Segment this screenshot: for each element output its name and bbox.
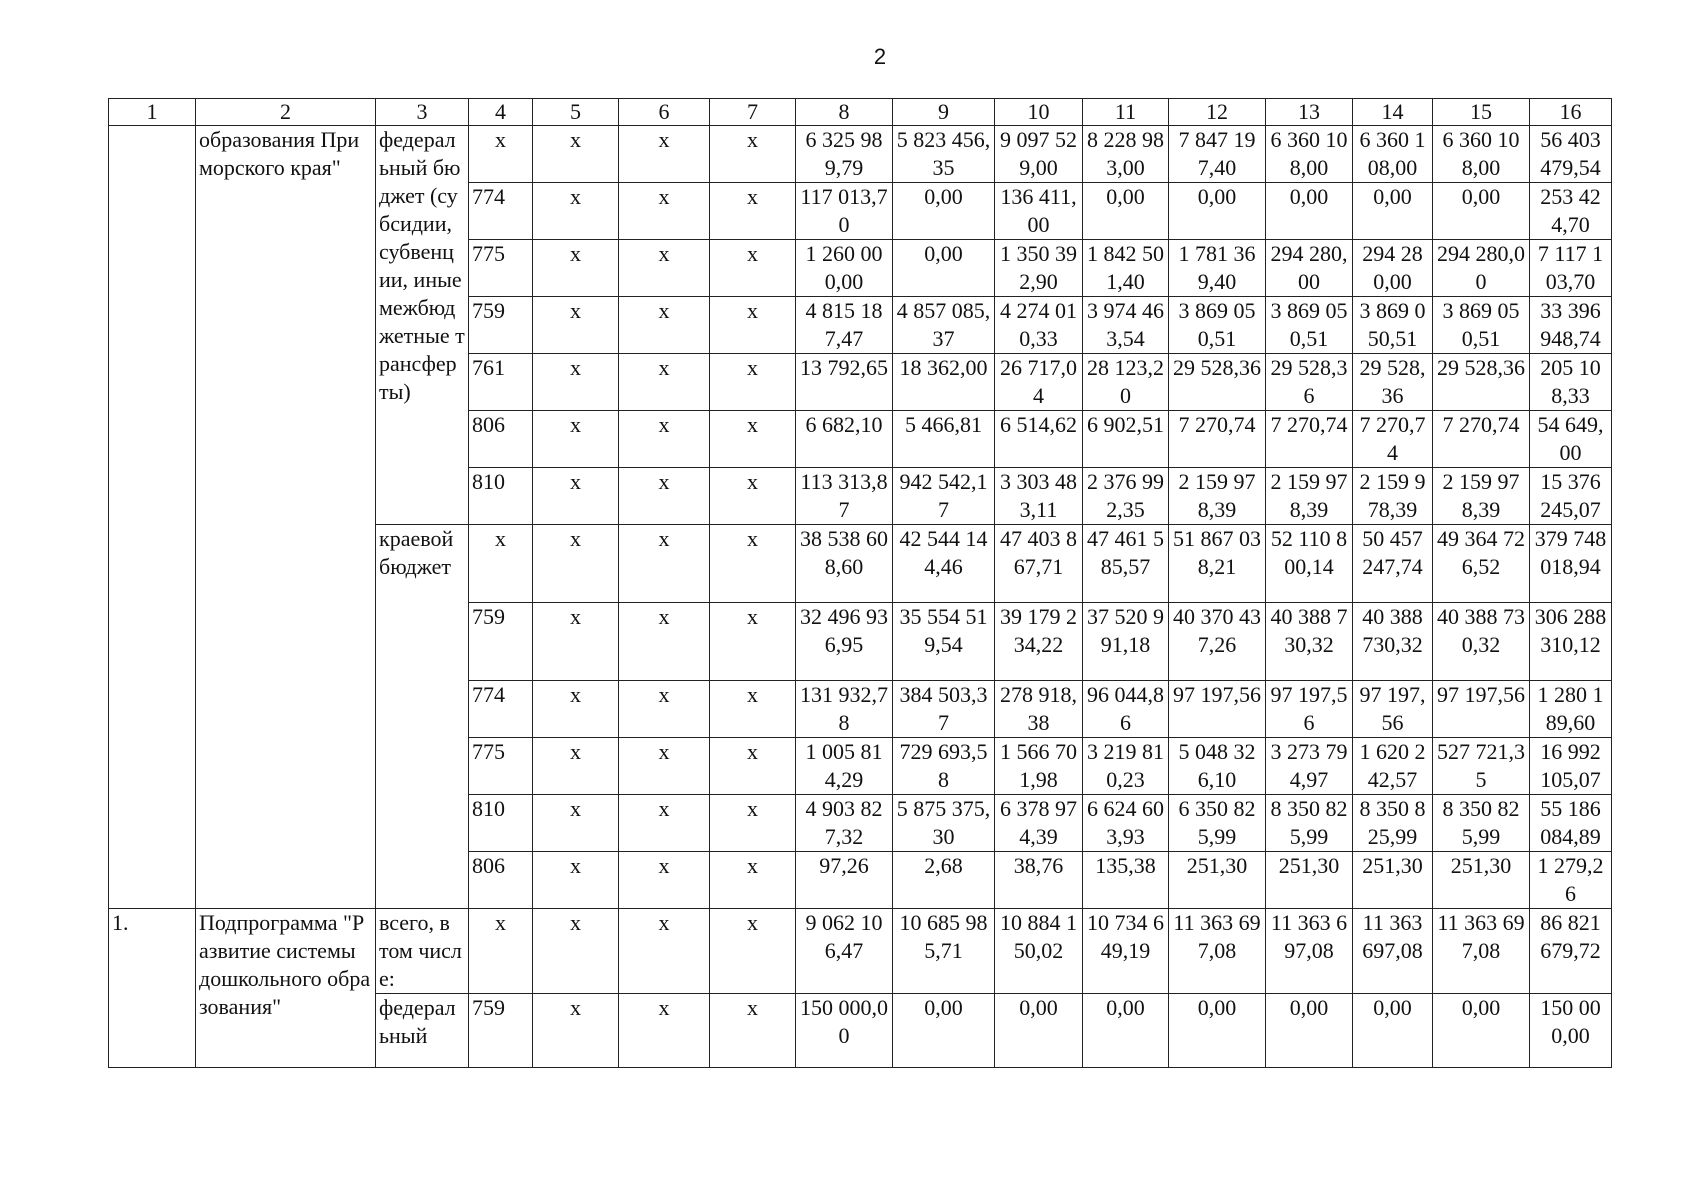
cell-value: 6 514,62	[995, 411, 1083, 468]
cell-marker: x	[619, 994, 710, 1068]
cell-value: 3 869 050,51	[1353, 297, 1433, 354]
cell-value: 37 520 991,18	[1083, 603, 1169, 681]
cell-value: 1 842 501,40	[1083, 240, 1169, 297]
cell-marker: x	[619, 909, 710, 994]
cell-marker: x	[710, 738, 796, 795]
cell-value: 4 857 085,37	[893, 297, 995, 354]
table-body	[109, 126, 1612, 1068]
cell-marker: x	[710, 411, 796, 468]
cell-value: 0,00	[995, 994, 1083, 1068]
cell-value: 1 350 392,90	[995, 240, 1083, 297]
table-row	[109, 126, 1612, 183]
cell-value: 6 378 974,39	[995, 795, 1083, 852]
cell-value: 253 424,70	[1530, 183, 1612, 240]
cell-value: 117 013,70	[796, 183, 893, 240]
cell-value: 40 370 437,26	[1169, 603, 1266, 681]
cell-value: 47 403 867,71	[995, 525, 1083, 603]
cell-value: 527 721,35	[1433, 738, 1530, 795]
cell-value: 5 466,81	[893, 411, 995, 468]
cell-value: 86 821 679,72	[1530, 909, 1612, 994]
cell-value: 2 159 978,39	[1266, 468, 1353, 525]
cell-value: 150 000,00	[1530, 994, 1612, 1068]
cell-marker: x	[710, 852, 796, 909]
cell-value: 9 097 529,00	[995, 126, 1083, 183]
cell-marker: x	[533, 681, 619, 738]
cell-marker: x	[710, 183, 796, 240]
cell-value: 0,00	[1433, 183, 1530, 240]
cell-value: 5 823 456,35	[893, 126, 995, 183]
cell-value: 3 869 050,51	[1266, 297, 1353, 354]
cell-marker: x	[619, 411, 710, 468]
cell-value: 0,00	[893, 183, 995, 240]
cell-value: 39 179 234,22	[995, 603, 1083, 681]
cell-value: 251,30	[1169, 852, 1266, 909]
cell-value: 32 496 936,95	[796, 603, 893, 681]
cell-value: 0,00	[893, 240, 995, 297]
cell-code: x	[469, 909, 533, 994]
cell-value: 942 542,17	[893, 468, 995, 525]
cell-value: 10 685 985,71	[893, 909, 995, 994]
cell-value: 278 918,38	[995, 681, 1083, 738]
cell-value: 306 288 310,12	[1530, 603, 1612, 681]
cell-value: 15 376 245,07	[1530, 468, 1612, 525]
cell-value: 0,00	[1083, 994, 1169, 1068]
cell-value: 729 693,58	[893, 738, 995, 795]
cell-code: 775	[469, 738, 533, 795]
cell-marker: x	[533, 411, 619, 468]
cell-marker: x	[533, 909, 619, 994]
header-cell: 7	[710, 99, 796, 126]
cell-value: 9 062 106,47	[796, 909, 893, 994]
cell-value: 6 360 108,00	[1266, 126, 1353, 183]
header-cell: 2	[196, 99, 376, 126]
cell-marker: x	[710, 297, 796, 354]
cell-marker: x	[619, 240, 710, 297]
cell-value: 11 363 697,08	[1433, 909, 1530, 994]
cell-marker: x	[533, 468, 619, 525]
cell-value: 2,68	[893, 852, 995, 909]
cell-code: 806	[469, 411, 533, 468]
cell-code: 761	[469, 354, 533, 411]
cell-source: всего, в том числе:	[376, 909, 469, 994]
cell-marker: x	[533, 525, 619, 603]
cell-marker: x	[710, 126, 796, 183]
cell-marker: x	[533, 852, 619, 909]
cell-value: 135,38	[1083, 852, 1169, 909]
cell-value: 97 197,56	[1169, 681, 1266, 738]
cell-value: 5 048 326,10	[1169, 738, 1266, 795]
cell-value: 8 350 825,99	[1353, 795, 1433, 852]
cell-marker: x	[710, 354, 796, 411]
cell-marker: x	[619, 738, 710, 795]
cell-marker: x	[533, 183, 619, 240]
header-cell: 5	[533, 99, 619, 126]
cell-value: 0,00	[1353, 994, 1433, 1068]
cell-marker: x	[533, 603, 619, 681]
cell-value: 131 932,78	[796, 681, 893, 738]
cell-value: 113 313,87	[796, 468, 893, 525]
cell-marker: x	[533, 240, 619, 297]
cell-value: 294 280,00	[1353, 240, 1433, 297]
cell-value: 7 117 103,70	[1530, 240, 1612, 297]
header-cell: 8	[796, 99, 893, 126]
cell-value: 3 273 794,97	[1266, 738, 1353, 795]
cell-marker: x	[710, 681, 796, 738]
cell-value: 18 362,00	[893, 354, 995, 411]
cell-marker: x	[710, 240, 796, 297]
cell-marker: x	[619, 525, 710, 603]
cell-value: 384 503,37	[893, 681, 995, 738]
cell-value: 97 197,56	[1266, 681, 1353, 738]
cell-value: 56 403 479,54	[1530, 126, 1612, 183]
cell-value: 1 260 000,00	[796, 240, 893, 297]
cell-value: 50 457 247,74	[1353, 525, 1433, 603]
cell-value: 150 000,00	[796, 994, 893, 1068]
cell-value: 3 869 050,51	[1169, 297, 1266, 354]
cell-value: 136 411,00	[995, 183, 1083, 240]
cell-code: 810	[469, 468, 533, 525]
cell-value: 2 159 978,39	[1433, 468, 1530, 525]
cell-value: 4 274 010,33	[995, 297, 1083, 354]
cell-marker: x	[710, 994, 796, 1068]
cell-value: 11 363 697,08	[1169, 909, 1266, 994]
cell-marker: x	[710, 795, 796, 852]
cell-value: 1 566 701,98	[995, 738, 1083, 795]
cell-code: x	[469, 126, 533, 183]
cell-marker: x	[619, 795, 710, 852]
header-cell: 14	[1353, 99, 1433, 126]
header-cell: 15	[1433, 99, 1530, 126]
cell-marker: x	[710, 909, 796, 994]
cell-value: 8 350 825,99	[1433, 795, 1530, 852]
cell-value: 5 875 375,30	[893, 795, 995, 852]
table-row	[109, 909, 1612, 994]
cell-marker: x	[619, 183, 710, 240]
cell-value: 1 280 189,60	[1530, 681, 1612, 738]
cell-value: 97 197,56	[1353, 681, 1433, 738]
header-cell: 9	[893, 99, 995, 126]
cell-value: 7 270,74	[1169, 411, 1266, 468]
cell-value: 13 792,65	[796, 354, 893, 411]
cell-value: 7 270,74	[1433, 411, 1530, 468]
cell-value: 6 902,51	[1083, 411, 1169, 468]
cell-marker: x	[533, 354, 619, 411]
cell-value: 42 544 144,46	[893, 525, 995, 603]
cell-value: 8 350 825,99	[1266, 795, 1353, 852]
cell-value: 6 360 108,00	[1353, 126, 1433, 183]
cell-value: 0,00	[1433, 994, 1530, 1068]
header-cell: 1	[109, 99, 196, 126]
cell-value: 0,00	[1083, 183, 1169, 240]
cell-value: 6 325 989,79	[796, 126, 893, 183]
cell-value: 251,30	[1433, 852, 1530, 909]
cell-value: 38 538 608,60	[796, 525, 893, 603]
cell-value: 251,30	[1266, 852, 1353, 909]
cell-value: 40 388 730,32	[1266, 603, 1353, 681]
cell-value: 97 197,56	[1433, 681, 1530, 738]
cell-source: федеральный	[376, 994, 469, 1068]
cell-marker: x	[619, 354, 710, 411]
header-cell: 10	[995, 99, 1083, 126]
cell-value: 251,30	[1353, 852, 1433, 909]
cell-value: 6 682,10	[796, 411, 893, 468]
cell-value: 6 360 108,00	[1433, 126, 1530, 183]
cell-value: 29 528,36	[1169, 354, 1266, 411]
cell-value: 0,00	[1353, 183, 1433, 240]
cell-value: 35 554 519,54	[893, 603, 995, 681]
page-number: 2	[873, 44, 887, 69]
cell-value: 8 228 983,00	[1083, 126, 1169, 183]
cell-value: 7 270,74	[1266, 411, 1353, 468]
cell-marker: x	[533, 795, 619, 852]
cell-value: 10 734 649,19	[1083, 909, 1169, 994]
cell-source-federal: федеральный бюджет (субсидии, субвенции, иные межбюджетные трансферты)	[376, 126, 469, 525]
cell-code: 774	[469, 681, 533, 738]
cell-value: 3 974 463,54	[1083, 297, 1169, 354]
cell-code: 806	[469, 852, 533, 909]
table-header	[109, 99, 1612, 126]
cell-code: 774	[469, 183, 533, 240]
cell-value: 29 528,36	[1266, 354, 1353, 411]
cell-value: 7 847 197,40	[1169, 126, 1266, 183]
cell-value: 97,26	[796, 852, 893, 909]
cell-marker: x	[710, 603, 796, 681]
cell-number: 1.	[109, 909, 196, 1068]
cell-value: 55 186 084,89	[1530, 795, 1612, 852]
cell-marker: x	[710, 525, 796, 603]
cell-code: 759	[469, 297, 533, 354]
cell-marker: x	[619, 852, 710, 909]
cell-value: 7 270,74	[1353, 411, 1433, 468]
cell-value: 40 388 730,32	[1433, 603, 1530, 681]
header-cell: 4	[469, 99, 533, 126]
cell-code: 775	[469, 240, 533, 297]
cell-marker: x	[619, 126, 710, 183]
header-cell: 13	[1266, 99, 1353, 126]
cell-value: 2 159 978,39	[1353, 468, 1433, 525]
cell-value: 205 108,33	[1530, 354, 1612, 411]
cell-number	[109, 126, 196, 909]
cell-value: 4 815 187,47	[796, 297, 893, 354]
cell-value: 51 867 038,21	[1169, 525, 1266, 603]
cell-marker: x	[619, 681, 710, 738]
cell-marker: x	[533, 738, 619, 795]
cell-value: 1 005 814,29	[796, 738, 893, 795]
cell-value: 1 620 242,57	[1353, 738, 1433, 795]
header-cell: 12	[1169, 99, 1266, 126]
cell-value: 11 363 697,08	[1353, 909, 1433, 994]
cell-value: 4 903 827,32	[796, 795, 893, 852]
cell-value: 0,00	[1169, 994, 1266, 1068]
cell-marker: x	[619, 297, 710, 354]
cell-value: 0,00	[1169, 183, 1266, 240]
cell-value: 38,76	[995, 852, 1083, 909]
cell-value: 49 364 726,52	[1433, 525, 1530, 603]
cell-source-regional: краевой бюджет	[376, 525, 469, 909]
cell-value: 16 992 105,07	[1530, 738, 1612, 795]
header-cell: 11	[1083, 99, 1169, 126]
cell-value: 294 280,00	[1266, 240, 1353, 297]
cell-marker: x	[710, 468, 796, 525]
cell-value: 33 396 948,74	[1530, 297, 1612, 354]
cell-value: 10 884 150,02	[995, 909, 1083, 994]
cell-marker: x	[533, 126, 619, 183]
cell-value: 379 748 018,94	[1530, 525, 1612, 603]
cell-marker: x	[533, 994, 619, 1068]
header-cell: 3	[376, 99, 469, 126]
cell-value: 0,00	[1266, 994, 1353, 1068]
cell-code: 810	[469, 795, 533, 852]
cell-value: 0,00	[893, 994, 995, 1068]
cell-value: 52 110 800,14	[1266, 525, 1353, 603]
cell-value: 29 528,36	[1353, 354, 1433, 411]
cell-program-name: образования Приморского края"	[196, 126, 376, 909]
cell-marker: x	[619, 603, 710, 681]
cell-value: 28 123,20	[1083, 354, 1169, 411]
cell-value: 96 044,86	[1083, 681, 1169, 738]
budget-table	[108, 98, 1612, 1068]
cell-value: 1 781 369,40	[1169, 240, 1266, 297]
cell-value: 26 717,04	[995, 354, 1083, 411]
cell-marker: x	[533, 297, 619, 354]
cell-value: 2 159 978,39	[1169, 468, 1266, 525]
header-cell: 16	[1530, 99, 1612, 126]
cell-value: 6 624 603,93	[1083, 795, 1169, 852]
cell-code: 759	[469, 603, 533, 681]
cell-value: 0,00	[1266, 183, 1353, 240]
cell-value: 29 528,36	[1433, 354, 1530, 411]
cell-value: 294 280,00	[1433, 240, 1530, 297]
cell-value: 54 649,00	[1530, 411, 1612, 468]
cell-value: 2 376 992,35	[1083, 468, 1169, 525]
cell-program-name: Подпрограмма "Развитие системы дошкольного образования"	[196, 909, 376, 1068]
header-row	[109, 99, 1612, 126]
cell-value: 3 303 483,11	[995, 468, 1083, 525]
cell-value: 3 869 050,51	[1433, 297, 1530, 354]
cell-value: 40 388 730,32	[1353, 603, 1433, 681]
cell-value: 47 461 585,57	[1083, 525, 1169, 603]
cell-value: 1 279,26	[1530, 852, 1612, 909]
cell-code: 759	[469, 994, 533, 1068]
header-cell: 6	[619, 99, 710, 126]
cell-marker: x	[619, 468, 710, 525]
cell-value: 6 350 825,99	[1169, 795, 1266, 852]
cell-code: x	[469, 525, 533, 603]
cell-value: 11 363 697,08	[1266, 909, 1353, 994]
cell-value: 3 219 810,23	[1083, 738, 1169, 795]
